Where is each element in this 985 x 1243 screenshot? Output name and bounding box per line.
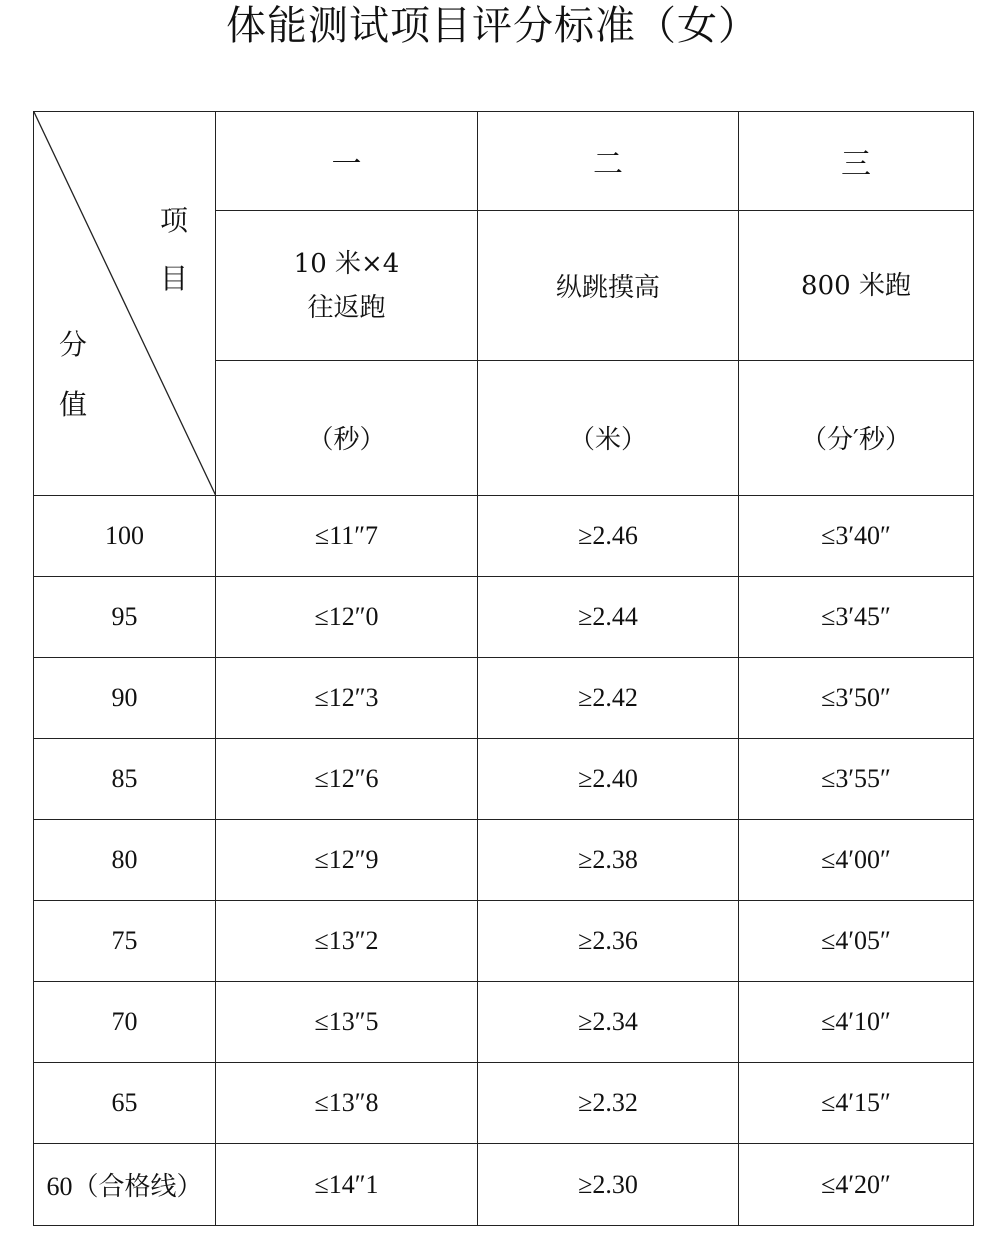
score-cell: 90: [34, 658, 216, 739]
value-cell: ≤3′40″: [739, 496, 974, 577]
value-cell: ≤3′45″: [739, 577, 974, 658]
table-row: [34, 982, 974, 1063]
scoring-table: [33, 111, 974, 1226]
value-cell: ≤14″1: [216, 1144, 478, 1226]
table-row: [34, 901, 974, 982]
score-cell: 80: [34, 820, 216, 901]
value-cell: ≥2.46: [478, 496, 739, 577]
corner-diagonal-line: [34, 112, 216, 496]
score-cell: 85: [34, 739, 216, 820]
value-cell: ≤3′55″: [739, 739, 974, 820]
column-number: 二: [478, 112, 739, 211]
corner-char: 目: [159, 262, 188, 295]
column-unit: （分′秒）: [739, 361, 974, 496]
value-cell: ≥2.30: [478, 1144, 739, 1226]
table-row: [34, 496, 974, 577]
value-cell: ≥2.44: [478, 577, 739, 658]
column-unit: （秒）: [216, 361, 478, 496]
corner-label-item: [159, 206, 189, 294]
score-cell: 60（合格线）: [34, 1144, 216, 1226]
table-row: [34, 1063, 974, 1144]
value-cell: ≤12″3: [216, 658, 478, 739]
value-cell: ≤12″0: [216, 577, 478, 658]
value-cell: ≤13″5: [216, 982, 478, 1063]
column-name: [216, 211, 478, 361]
value-cell: ≥2.36: [478, 901, 739, 982]
value-cell: ≤13″2: [216, 901, 478, 982]
header-row-number: [34, 112, 974, 211]
value-cell: ≥2.40: [478, 739, 739, 820]
table-row: [34, 577, 974, 658]
corner-label-score: [58, 330, 88, 420]
value-cell: ≤13″8: [216, 1063, 478, 1144]
score-cell: 70: [34, 982, 216, 1063]
column-name: 800 米跑: [739, 211, 974, 361]
score-cell: 95: [34, 577, 216, 658]
value-cell: ≥2.32: [478, 1063, 739, 1144]
score-cell: 100: [34, 496, 216, 577]
value-cell: ≤4′00″: [739, 820, 974, 901]
value-cell: ≥2.42: [478, 658, 739, 739]
column-number: 三: [739, 112, 974, 211]
value-cell: ≤3′50″: [739, 658, 974, 739]
column-name-line: 往返跑: [307, 292, 386, 323]
table-row: [34, 1144, 974, 1226]
value-cell: ≥2.34: [478, 982, 739, 1063]
column-name: 纵跳摸高: [478, 211, 739, 361]
column-number: 一: [216, 112, 478, 211]
score-cell: 65: [34, 1063, 216, 1144]
column-unit: （米）: [478, 361, 739, 496]
value-cell: ≤11″7: [216, 496, 478, 577]
corner-char: 项: [159, 204, 188, 237]
value-cell: ≤12″9: [216, 820, 478, 901]
table-row: [34, 739, 974, 820]
score-cell: 75: [34, 901, 216, 982]
value-cell: ≥2.38: [478, 820, 739, 901]
corner-char: 值: [58, 388, 87, 421]
table-row: [34, 820, 974, 901]
value-cell: ≤4′15″: [739, 1063, 974, 1144]
table-row: [34, 658, 974, 739]
value-cell: ≤12″6: [216, 739, 478, 820]
value-cell: ≤4′20″: [739, 1144, 974, 1226]
column-name-line: 10 米×4: [293, 248, 400, 279]
page-title: 体能测试项目评分标准（女）: [226, 3, 759, 49]
corner-cell: [34, 112, 216, 496]
value-cell: ≤4′10″: [739, 982, 974, 1063]
corner-char: 分: [58, 328, 87, 361]
value-cell: ≤4′05″: [739, 901, 974, 982]
